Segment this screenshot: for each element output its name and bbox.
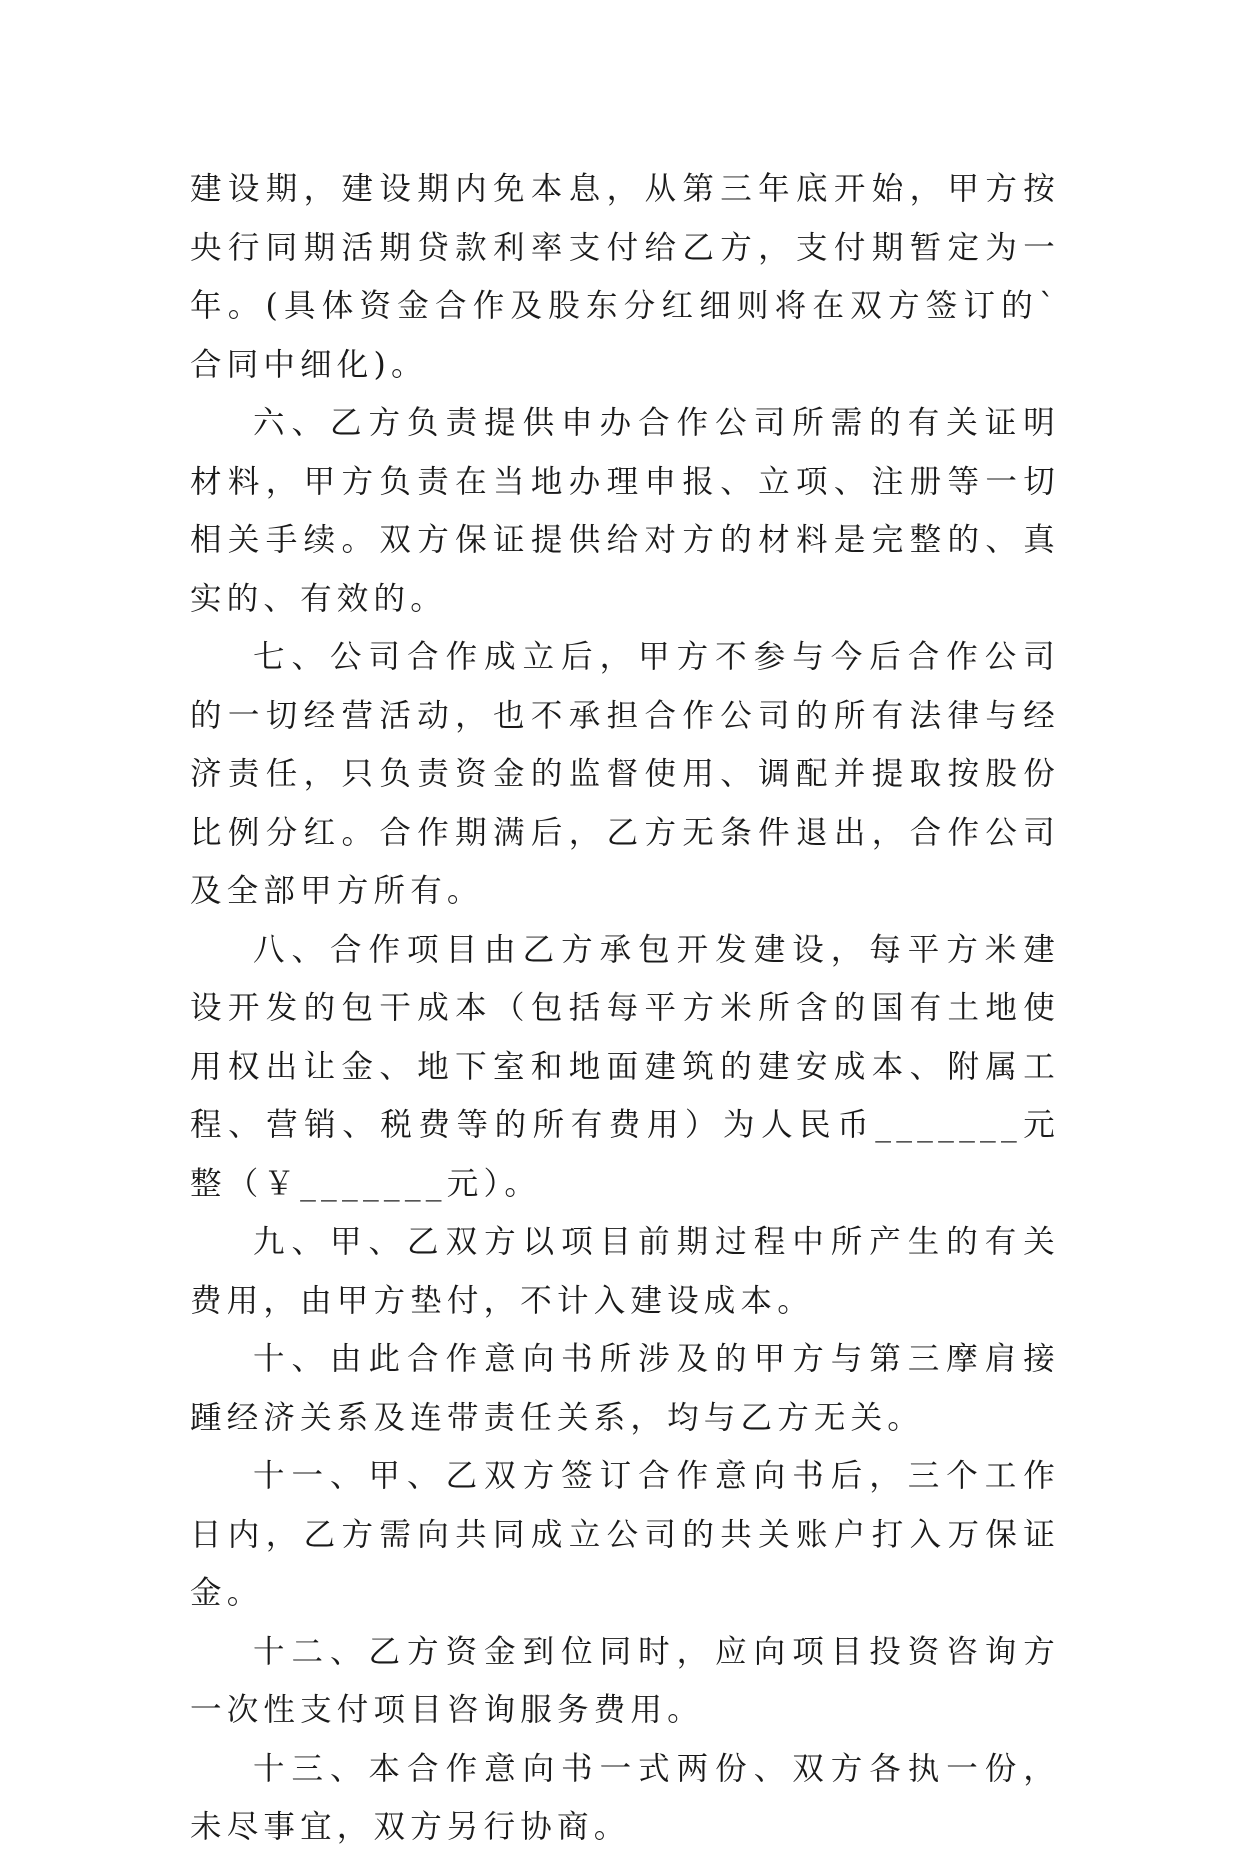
paragraph-clause-11: 十一、甲、乙双方签订合作意向书后，三个工作日内，乙方需向共同成立公司的共关账户打入万保证金。 <box>190 1458 1060 1611</box>
paragraph-continuation: 建设期，建设期内免本息，从第三年底开始，甲方按央行同期活期贷款利率支付给乙方，支付期暂定为一年。(具体资金合作及股东分红细则将在双方签订的`合同中细化)。 <box>190 171 1060 383</box>
paragraph-clause-12: 十二、乙方资金到位同时，应向项目投资咨询方一次性支付项目咨询服务费用。 <box>190 1633 1060 1728</box>
paragraph-clause-8: 八、合作项目由乙方承包开发建设，每平方米建设开发的包干成本（包括每平方米所含的国有土地使用权出让金、地下室和地面建筑的建安成本、附属工程、营销、税费等的所有费用）为人民币_______元整（￥_______元）。 <box>190 931 1060 1202</box>
paragraph-clause-9: 九、甲、乙双方以项目前期过程中所产生的有关费用，由甲方垫付，不计入建设成本。 <box>190 1224 1060 1319</box>
document-body <box>190 160 1060 1857</box>
paragraph-clause-13: 十三、本合作意向书一式两份、双方各执一份，未尽事宜，双方另行协商。 <box>190 1750 1060 1845</box>
paragraph-clause-6: 六、乙方负责提供申办合作公司所需的有关证明材料，甲方负责在当地办理申报、立项、注册等一切相关手续。双方保证提供给对方的材料是完整的、真实的、有效的。 <box>190 405 1060 617</box>
paragraph-clause-7: 七、公司合作成立后，甲方不参与今后合作公司的一切经营活动，也不承担合作公司的所有法律与经济责任，只负责资金的监督使用、调配并提取按股份比例分红。合作期满后，乙方无条件退出，合作公司及全部甲方所有。 <box>190 639 1060 909</box>
paragraph-clause-10: 十、由此合作意向书所涉及的甲方与第三摩肩接踵经济关系及连带责任关系，均与乙方无关。 <box>190 1341 1060 1436</box>
